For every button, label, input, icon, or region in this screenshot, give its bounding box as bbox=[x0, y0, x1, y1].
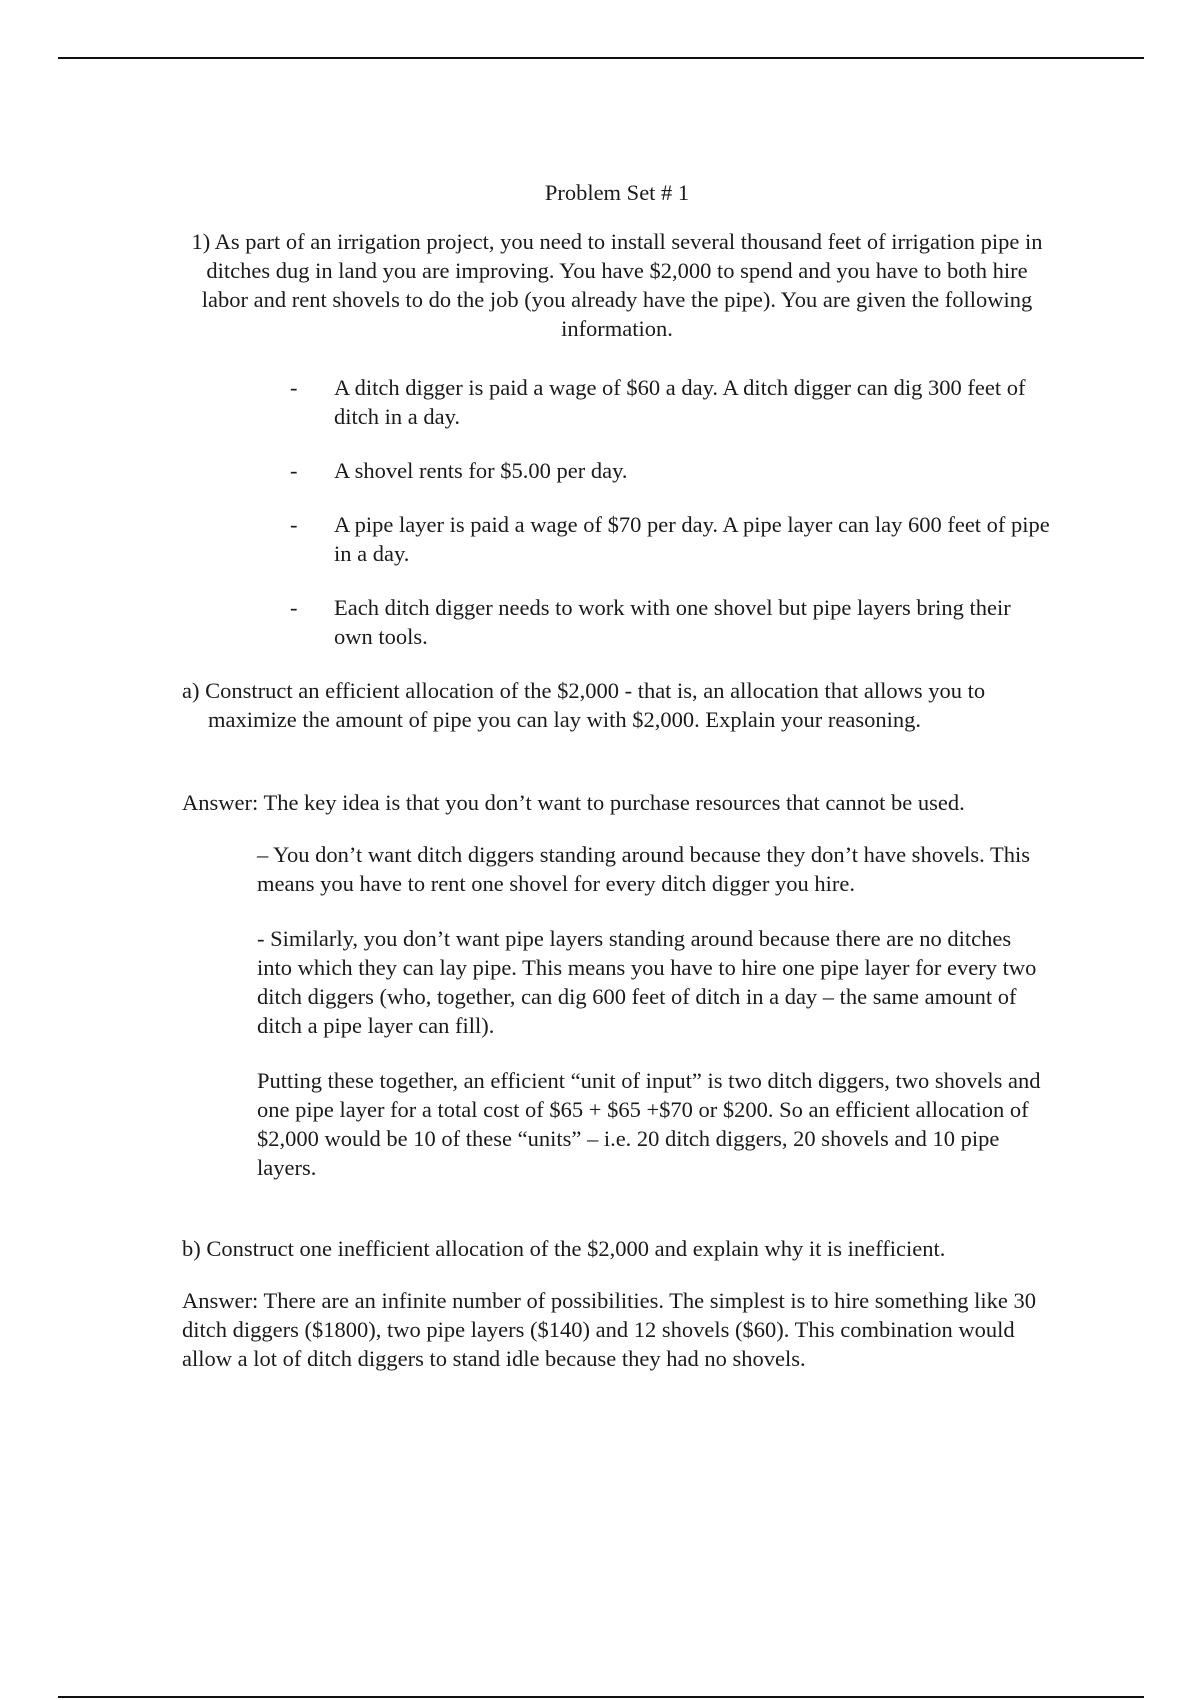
bullet-dash: - bbox=[290, 458, 298, 483]
bullet-dash: - bbox=[290, 595, 298, 620]
answer-a-point-pipe-layers: - Similarly, you don’t want pipe layers standing around because there are no ditches into which they can lay pipe. This means you have to hire one pipe layer for every two ditch diggers (who, together, can dig 600 feet of ditch in a day – the same amount of ditch a pipe layer can fill). bbox=[257, 926, 1037, 1038]
list-item bbox=[182, 456, 1052, 485]
answer-a-lead: Answer: The key idea is that you don’t want to purchase resources that cannot be used. bbox=[182, 790, 965, 815]
list-item bbox=[182, 593, 1052, 651]
bullet-dash: - bbox=[290, 375, 298, 400]
bottom-rule bbox=[58, 1696, 1144, 1698]
answer-a-point-summary: Putting these together, an efficient “unit of input” is two ditch diggers, two shovels and one pipe layer for a total cost of $65 + $65 +$70 or $200. So an efficient allocation of $2,000 would be 10 of these “units” – i.e. 20 ditch diggers, 20 shovels and 10 pipe layers. bbox=[257, 1068, 1041, 1180]
bullet-dash: - bbox=[290, 512, 298, 537]
given-information-list bbox=[182, 373, 1052, 651]
answer-a-point-shovels: – You don’t want ditch diggers standing around because they don’t have shovels. This means you have to rent one shovel for every ditch digger you hire. bbox=[257, 842, 1031, 896]
answer-b: Answer: There are an infinite number of possibilities. The simplest is to hire something like 30 ditch diggers ($1800), two pipe layers ($140) and 12 shovels ($60). This combination would allow a lot of ditch diggers to stand idle because they had no shovels. bbox=[182, 1288, 1037, 1371]
question-b: b) Construct one inefficient allocation of the $2,000 and explain why it is inefficient. bbox=[182, 1236, 946, 1261]
list-item-text: Each ditch digger needs to work with one shovel but pipe layers bring their own tools. bbox=[334, 595, 1011, 649]
list-item-text: A ditch digger is paid a wage of $60 a day. A ditch digger can dig 300 feet of ditch in a day. bbox=[334, 375, 1026, 429]
page-title: Problem Set # 1 bbox=[544, 180, 690, 205]
problem-intro: 1) As part of an irrigation project, you need to install several thousand feet of irrigation pipe in ditches dug in land you are improving. You have $2,000 to spend and you have to both hire labor and rent shovels to do the job (you already have the pipe). You are given the following information. bbox=[191, 229, 1043, 341]
question-a: a) Construct an efficient allocation of the $2,000 - that is, an allocation that allows you to maximize the amount of pipe you can lay with $2,000. Explain your reasoning. bbox=[182, 678, 986, 732]
top-rule bbox=[58, 57, 1144, 59]
list-item-text: A shovel rents for $5.00 per day. bbox=[334, 458, 628, 483]
list-item-text: A pipe layer is paid a wage of $70 per day. A pipe layer can lay 600 feet of pipe in a day. bbox=[334, 512, 1050, 566]
list-item bbox=[182, 510, 1052, 568]
list-item bbox=[182, 373, 1052, 431]
document-page bbox=[182, 178, 1052, 1373]
